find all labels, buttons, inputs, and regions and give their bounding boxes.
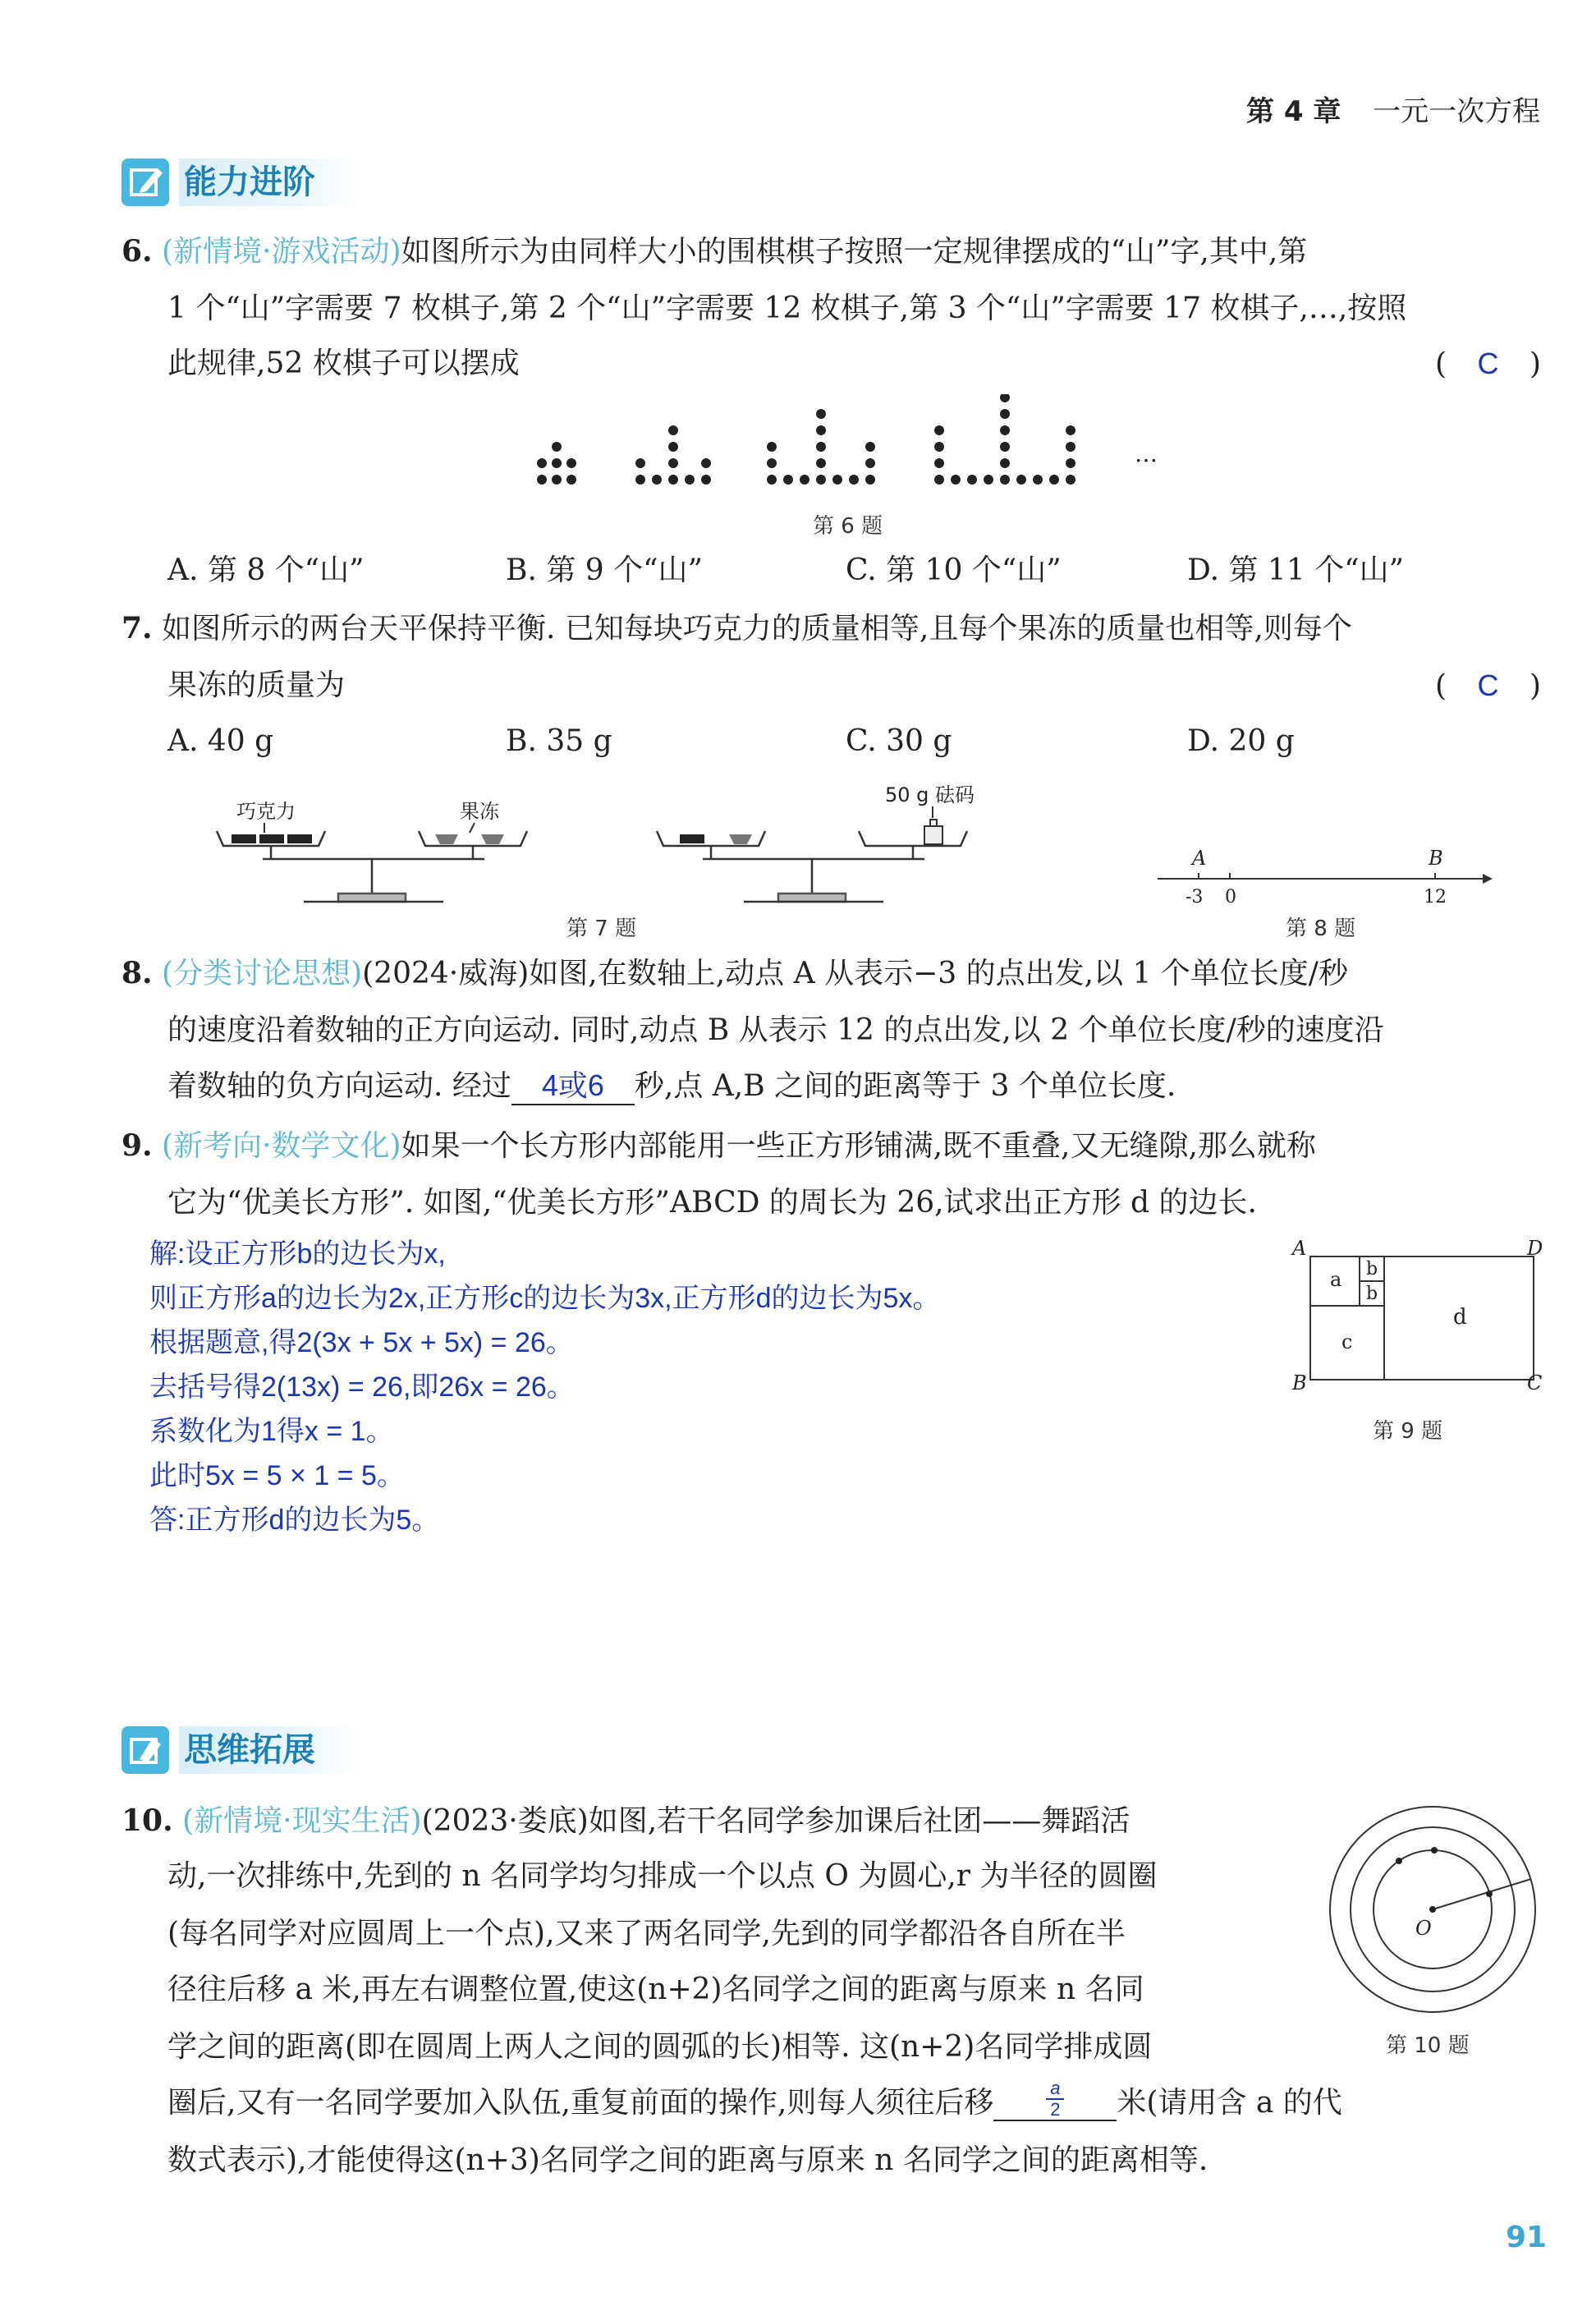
vertex-a: A: [1292, 1237, 1307, 1260]
square-a-label: a: [1330, 1268, 1342, 1291]
q6-line2: 1 个“山”字需要 7 枚棋子,第 2 个“山”字需要 12 枚棋子,第 3 个“山”字需要 17 枚棋子,…,按照: [167, 292, 1407, 325]
paren-close: ): [1529, 669, 1541, 703]
q8-text-1: (2024·威海)如图,在数轴上,动点 A 从表示−3 的点出发,以 1 个单位长度/秒: [362, 957, 1348, 990]
flag-icon: [122, 1726, 169, 1774]
q6-option-a: A. 第 8 个“山”: [167, 554, 365, 587]
q10-line2: 动,一次排练中,先到的 n 名同学均匀排成一个以点 O 为圆心,r 为半径的圆圈: [167, 1859, 1158, 1893]
q7-option-d: D. 20 g: [1187, 724, 1295, 758]
q8-number: 8.: [122, 956, 153, 990]
pencil-icon: [122, 158, 169, 206]
jelly-cups: [435, 834, 504, 844]
tick-0: 0: [1225, 887, 1236, 907]
q7-answer: C: [1477, 668, 1499, 702]
q7-line2: 果冻的质量为: [167, 668, 346, 702]
q10-line5: 学之间的距离(即在圆周上两人之间的圆弧的长)相等. 这(n+2)名同学排成圆: [167, 2030, 1153, 2064]
solution-line: 则正方形a的边长为2x,正方形c的边长为3x,正方形d的边长为5x。: [149, 1283, 941, 1314]
q8-line2: 的速度沿着数轴的正方向运动. 同时,动点 B 从表示 12 的点出发,以 2 个单位长度/秒的速度沿: [167, 1013, 1384, 1047]
section-advance-title: 能力进阶: [179, 158, 365, 206]
q6-answer-bracket: [1435, 335, 1541, 393]
q10-text-6b: 米(请用含 a 的代: [1117, 2086, 1342, 2120]
q10-text-1: (2023·娄底)如图,若干名同学参加课后社团——舞蹈活: [421, 1804, 1130, 1838]
chocolate-blocks: [232, 834, 312, 843]
mountain-pattern-3: [767, 409, 875, 485]
q7-text-1: 如图所示的两台天平保持平衡. 已知每块巧克力的质量相等,且每个果冻的质量也相等,则每个: [162, 612, 1352, 645]
q8-caption: 第 8 题: [1286, 917, 1356, 941]
solution-line: 去括号得2(13x) = 26,即26x = 26。: [149, 1371, 575, 1403]
tick-12: 12: [1424, 887, 1447, 907]
mountain-pattern-4: [934, 394, 1075, 485]
chocolate-block-2: [680, 834, 704, 843]
q9-tag: (新考向·数学文化): [162, 1129, 401, 1163]
q9-text-1: 如果一个长方形内部能用一些正方形铺满,既不重叠,又无缝隙,那么就称: [401, 1129, 1316, 1163]
q10-text-6a: 圈后,又有一名同学要加入队伍,重复前面的操作,则每人须往后移: [167, 2086, 994, 2120]
point-b-label: B: [1429, 847, 1443, 870]
q8-text-3a: 着数轴的负方向运动. 经过: [167, 1069, 511, 1103]
section-extend: [122, 1726, 365, 1774]
q6-answer: C: [1477, 347, 1499, 380]
q7-number: 7.: [122, 611, 153, 645]
paren-open: (: [1435, 669, 1447, 703]
q6-line3: 此规律,52 枚棋子可以摆成: [167, 347, 520, 380]
q7-line1: [122, 600, 1352, 658]
q6-line1: [122, 223, 1307, 281]
section-extend-title: 思维拓展: [179, 1726, 365, 1774]
chapter-number: 第 4 章: [1246, 95, 1341, 128]
q10-answer-blank: [993, 2079, 1117, 2121]
solution-line: 此时5x = 5 × 1 = 5。: [149, 1460, 405, 1491]
q8-tag: (分类讨论思想): [162, 957, 363, 990]
q6-option-b: B. 第 9 个“山”: [506, 554, 703, 587]
point-a-label: A: [1192, 847, 1207, 870]
q8-line3: [167, 1058, 1176, 1115]
q10-line4: 径往后移 a 米,再左右调整位置,使这(n+2)名同学之间的距离与原来 n 名同: [167, 1973, 1144, 2006]
answer-numerator: a: [1050, 2078, 1061, 2098]
chapter-title: 一元一次方程: [1373, 95, 1541, 128]
paren-close: ): [1529, 347, 1541, 381]
q6-tag: (新情境·游戏活动): [162, 235, 401, 269]
center-o-label: O: [1415, 1917, 1432, 1940]
vertex-c: C: [1527, 1371, 1543, 1394]
solution-line: 解:设正方形b的边长为x,: [149, 1238, 446, 1270]
square-c-label: c: [1341, 1330, 1353, 1353]
q6-number: 6.: [122, 234, 153, 269]
q6-figure: [525, 394, 1166, 509]
q7-option-c: C. 30 g: [846, 724, 952, 758]
q10-line3: (每名同学对应圆周上一个点),又来了两名同学,先到的同学都沿各自所在半: [167, 1917, 1126, 1950]
q10-caption: 第 10 题: [1386, 2033, 1470, 2058]
answer-denominator: 2: [1050, 2099, 1061, 2120]
jelly-cup-2: [729, 834, 752, 844]
q7-caption: 第 7 题: [566, 917, 637, 941]
q9-line1: [122, 1117, 1316, 1175]
mountain-pattern-2: [635, 425, 711, 485]
weight-50g: [924, 820, 942, 844]
label-weight: 50 g 砝码: [885, 783, 975, 806]
q6-ellipsis: …: [1135, 440, 1158, 467]
q10-tag: (新情境·现实生活): [182, 1804, 422, 1838]
q6-option-d: D. 第 11 个“山”: [1187, 554, 1404, 587]
q10-line6: [167, 2074, 1342, 2132]
square-b2-label: b: [1366, 1284, 1378, 1304]
q7-option-a: A. 40 g: [167, 724, 274, 758]
square-d-label: d: [1453, 1305, 1467, 1330]
label-chocolate: 巧克力: [236, 800, 296, 823]
solution-line: 答:正方形d的边长为5。: [149, 1505, 440, 1536]
q6-caption: 第 6 题: [813, 514, 883, 539]
q9-solution: [149, 1232, 940, 1542]
q9-figure: [1281, 1232, 1543, 1396]
q7-option-b: B. 35 g: [506, 724, 612, 758]
square-b1-label: b: [1366, 1259, 1378, 1279]
page-number: 91: [1506, 2221, 1548, 2254]
paren-open: (: [1435, 347, 1447, 381]
q10-figure: [1322, 1799, 1543, 2020]
tick-neg3: -3: [1186, 887, 1204, 907]
solution-line: 系数化为1得x = 1。: [149, 1416, 394, 1447]
section-advance: [122, 158, 365, 206]
q9-caption: 第 9 题: [1373, 1419, 1443, 1444]
q8-answer-blank: 4或6: [511, 1068, 635, 1105]
chapter-header: [1246, 89, 1540, 129]
q9-line2: 它为“优美长方形”. 如图,“优美长方形”ABCD 的周长为 26,试求出正方形 d 的边长.: [167, 1186, 1257, 1220]
vertex-d: D: [1527, 1237, 1543, 1260]
solution-line: 根据题意,得2(3x + 5x + 5x) = 26。: [149, 1327, 574, 1358]
q10-line7: 数式表示),才能使得这(n+3)名同学之间的距离与原来 n 名同学之间的距离相等.: [167, 2143, 1208, 2177]
q8-figure: [1149, 834, 1494, 907]
label-jelly: 果冻: [460, 800, 499, 823]
q8-text-3b: 秒,点 A,B 之间的距离等于 3 个单位长度.: [634, 1069, 1176, 1103]
q7-answer-bracket: [1435, 657, 1541, 715]
q9-number: 9.: [122, 1128, 153, 1163]
vertex-b: B: [1292, 1371, 1307, 1394]
q10-number: 10.: [122, 1803, 173, 1838]
q7-figure: [213, 780, 1043, 912]
mountain-pattern-1: [537, 442, 576, 485]
q8-line1: [122, 944, 1348, 1003]
q10-line1: [122, 1792, 1130, 1850]
q6-text-1: 如图所示为由同样大小的围棋棋子按照一定规律摆成的“山”字,其中,第: [401, 235, 1308, 269]
q6-option-c: C. 第 10 个“山”: [846, 554, 1062, 587]
